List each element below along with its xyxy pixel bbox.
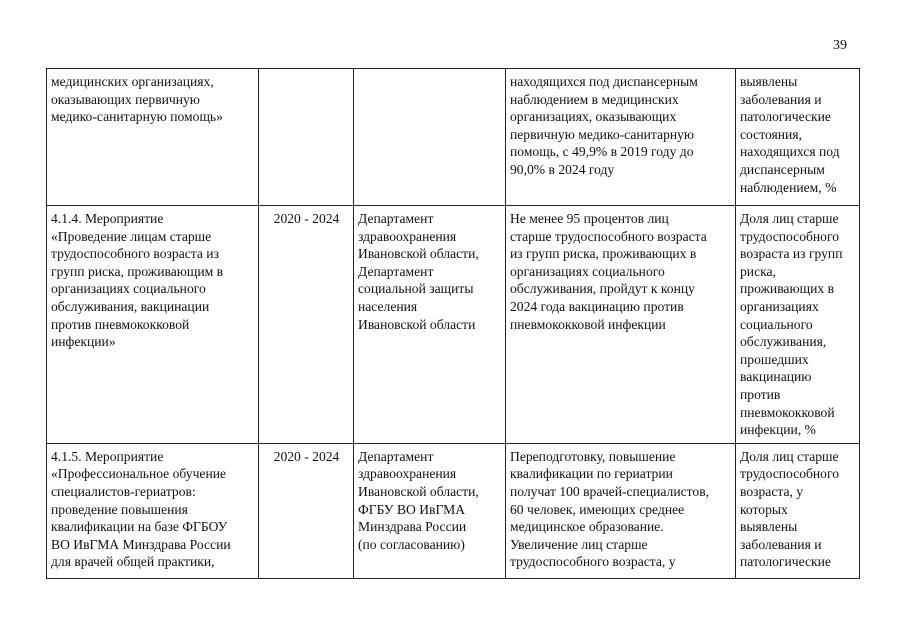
text-line: Департамент [358, 211, 434, 226]
text-line: получат 100 врачей-специалистов, [510, 483, 710, 499]
text-line: организациях, оказывающих [510, 109, 677, 125]
text-line: Минздрава России [358, 519, 467, 535]
text-line: 4.1.4. Мероприятие [51, 211, 164, 226]
text-line: Доля лиц старше [740, 448, 839, 464]
text-line: против [740, 386, 781, 402]
text-line: оказывающих первичную [51, 91, 200, 107]
text-line: «Проведение лицам старше [51, 228, 212, 244]
text-line: которых [740, 501, 788, 517]
text-line: пневмококковой [740, 404, 835, 420]
activity-cell [47, 443, 259, 578]
result-cell [506, 443, 736, 578]
text-line: обслуживания, вакцинации [51, 298, 210, 314]
text-line: Ивановской области, [358, 246, 479, 262]
text-line: ВО ИвГМА Минздрава России [51, 536, 231, 552]
text-line: специалистов-гериатров: [51, 483, 196, 499]
text-line: 90,0% в 2024 году [510, 161, 615, 177]
text-line: патологические [740, 109, 831, 125]
text-line: здравоохранения [358, 466, 457, 482]
text-line: (по согласованию) [358, 536, 465, 552]
text-line: социальной защиты [358, 281, 474, 297]
text-line: Доля лиц старше [740, 211, 839, 226]
result-cell [506, 69, 736, 206]
period-cell: 2020 - 2024 [259, 206, 354, 444]
measures-table [46, 68, 860, 579]
text-line: находящихся под диспансерным [510, 74, 698, 89]
text-line: старше трудоспособного возраста [510, 228, 707, 244]
text-line: проживающих в [740, 281, 834, 297]
text-line: против пневмококковой [51, 316, 190, 332]
text-line: выявлены [740, 74, 798, 89]
text-line: Не менее 95 процентов лиц [510, 211, 669, 226]
text-line: риска, [740, 263, 776, 279]
text-line: Переподготовку, повышение [510, 448, 676, 464]
executor-cell [354, 69, 506, 206]
text-line: из групп риска, проживающих в [510, 246, 697, 262]
text-line: «Профессиональное обучение [51, 466, 227, 482]
text-line: медико-санитарную помощь» [51, 109, 223, 125]
text-line: прошедших [740, 351, 809, 367]
text-line: Ивановской области, [358, 483, 479, 499]
period-cell [259, 69, 354, 206]
text-line: здравоохранения [358, 228, 457, 244]
indicator-cell [736, 69, 860, 206]
activity-cell [47, 206, 259, 444]
text-line: возраста, у [740, 483, 804, 499]
text-line: состояния, [740, 126, 802, 142]
text-line: организациях социального [510, 263, 665, 279]
text-line: выявлены [740, 519, 798, 535]
text-line: пневмококковой инфекции [510, 316, 666, 332]
text-line: для врачей общей практики, [51, 554, 215, 570]
activity-cell [47, 69, 259, 206]
text-line: организациях социального [51, 281, 206, 297]
text-line: инфекции, % [740, 422, 816, 438]
period-cell: 2020 - 2024 [259, 443, 354, 578]
text-line: патологические [740, 554, 831, 570]
indicator-cell [736, 443, 860, 578]
text-line: диспансерным [740, 161, 825, 177]
text-line: наблюдением в медицинских [510, 91, 679, 107]
text-line: наблюдением, % [740, 179, 837, 195]
text-line: первичную медико-санитарную [510, 126, 695, 142]
text-line: групп риска, проживающим в [51, 263, 224, 279]
text-line: ФГБУ ВО ИвГМА [358, 501, 466, 517]
indicator-cell [736, 206, 860, 444]
table-row [47, 69, 860, 206]
text-line: заболевания и [740, 91, 822, 107]
text-line: инфекции» [51, 334, 116, 350]
text-line: помощь, с 49,9% в 2019 году до [510, 144, 694, 160]
text-line: Ивановской области [358, 316, 476, 332]
text-line: 4.1.5. Мероприятие [51, 448, 164, 464]
text-line: заболевания и [740, 536, 822, 552]
text-line: возраста из групп [740, 246, 843, 262]
executor-cell [354, 206, 506, 444]
page-number: 39 [833, 38, 847, 53]
result-cell [506, 206, 736, 444]
text-line: находящихся под [740, 144, 840, 160]
text-line: трудоспособного [740, 466, 840, 482]
text-line: организациях [740, 298, 819, 314]
text-line: социального [740, 316, 813, 332]
text-line: 60 человек, имеющих среднее [510, 501, 685, 517]
text-line: населения [358, 298, 418, 314]
table-row [47, 206, 860, 444]
text-line: Департамент [358, 448, 434, 464]
executor-cell [354, 443, 506, 578]
text-line: Увеличение лиц старше [510, 536, 648, 552]
text-line: Департамент [358, 263, 434, 279]
text-line: вакцинацию [740, 369, 812, 385]
text-line: трудоспособного возраста, у [510, 554, 676, 570]
text-line: медицинских организациях, [51, 74, 214, 89]
text-line: квалификации на базе ФГБОУ [51, 519, 228, 535]
text-line: 2024 года вакцинацию против [510, 298, 684, 314]
text-line: проведение повышения [51, 501, 188, 517]
text-line: квалификации по гериатрии [510, 466, 673, 482]
text-line: трудоспособного возраста из [51, 246, 219, 262]
table-row [47, 443, 860, 578]
text-line: медицинское образование. [510, 519, 664, 535]
text-line: обслуживания, [740, 334, 827, 350]
text-line: обслуживания, пройдут к концу [510, 281, 695, 297]
text-line: трудоспособного [740, 228, 840, 244]
